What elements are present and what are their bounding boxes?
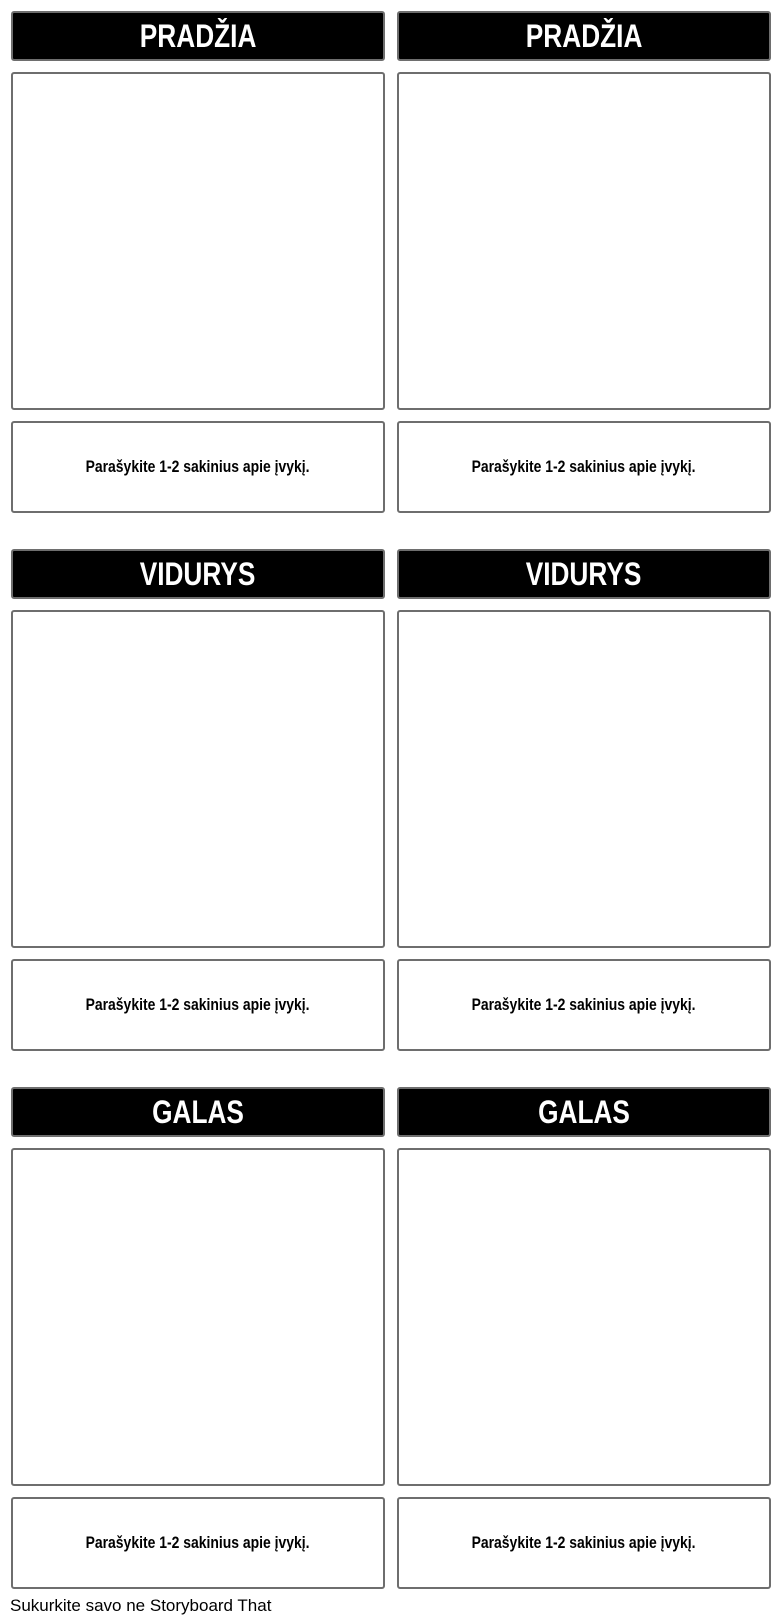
storyboard-cell[interactable] xyxy=(11,72,385,410)
section-header[interactable] xyxy=(11,549,385,599)
section-title: PRADŽIA xyxy=(525,17,643,54)
section-title: GALAS xyxy=(152,1093,244,1130)
storyboard-cell[interactable] xyxy=(11,1148,385,1486)
storyboard-column xyxy=(397,11,771,549)
storyboard-cell[interactable] xyxy=(11,610,385,948)
storyboard-column xyxy=(397,1087,771,1589)
section-header[interactable] xyxy=(11,11,385,61)
storyboard-grid xyxy=(11,11,771,1589)
description-prompt: Parašykite 1-2 sakinius apie įvykį. xyxy=(86,1533,310,1552)
section-header[interactable] xyxy=(397,549,771,599)
storyboard-cell[interactable] xyxy=(397,610,771,948)
description-box[interactable] xyxy=(11,959,385,1051)
description-box[interactable] xyxy=(397,421,771,513)
section-title: PRADŽIA xyxy=(139,17,257,54)
storyboard-column xyxy=(397,549,771,1087)
storyboard-column xyxy=(11,549,385,1087)
description-box[interactable] xyxy=(397,959,771,1051)
description-box[interactable] xyxy=(11,1497,385,1589)
section-title: VIDURYS xyxy=(526,555,642,592)
storyboard-cell[interactable] xyxy=(397,72,771,410)
storyboard-column xyxy=(11,11,385,549)
section-title: VIDURYS xyxy=(140,555,256,592)
description-prompt: Parašykite 1-2 sakinius apie įvykį. xyxy=(472,457,696,476)
section-title: GALAS xyxy=(538,1093,630,1130)
storyboard-column xyxy=(11,1087,385,1589)
description-prompt: Parašykite 1-2 sakinius apie įvykį. xyxy=(472,995,696,1014)
section-header[interactable] xyxy=(397,11,771,61)
footer-credit: Sukurkite savo ne Storyboard That xyxy=(10,1596,272,1615)
description-prompt: Parašykite 1-2 sakinius apie įvykį. xyxy=(472,1533,696,1552)
description-box[interactable] xyxy=(397,1497,771,1589)
storyboard-cell[interactable] xyxy=(397,1148,771,1486)
description-box[interactable] xyxy=(11,421,385,513)
section-header[interactable] xyxy=(11,1087,385,1137)
section-header[interactable] xyxy=(397,1087,771,1137)
description-prompt: Parašykite 1-2 sakinius apie įvykį. xyxy=(86,457,310,476)
description-prompt: Parašykite 1-2 sakinius apie įvykį. xyxy=(86,995,310,1014)
